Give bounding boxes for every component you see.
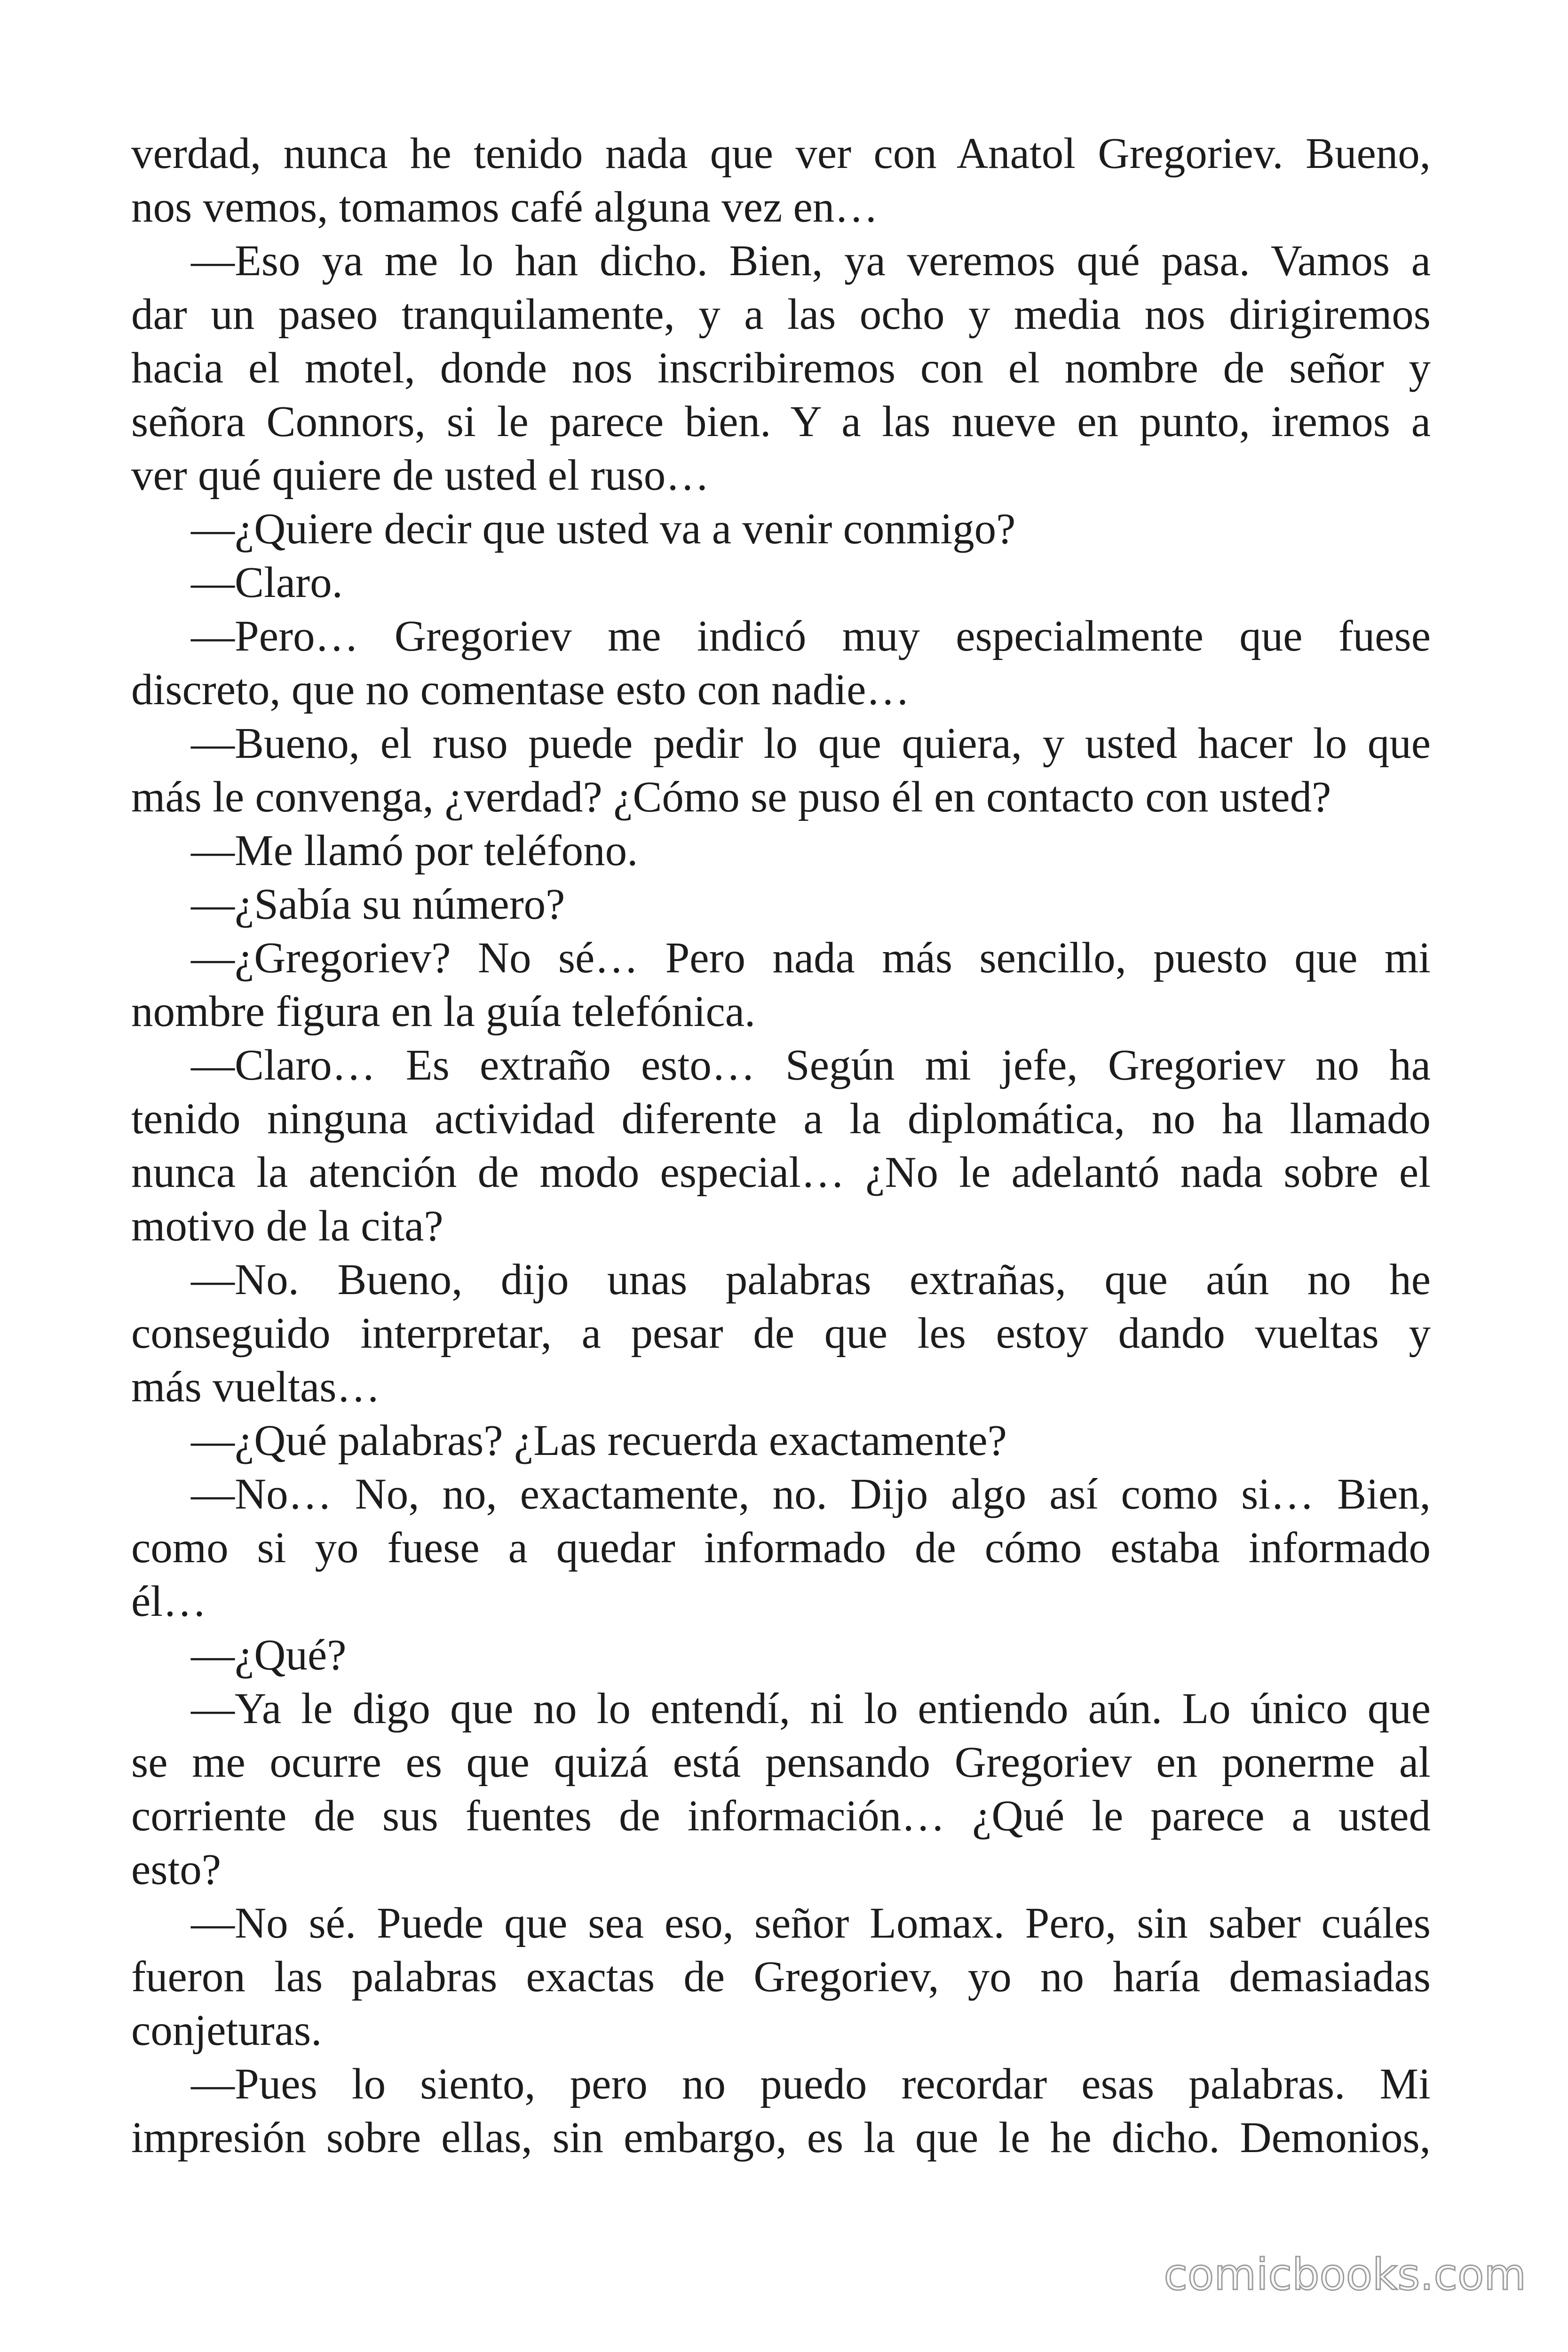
text-line: —No sé. Puede que sea eso, señor Lomax. Pero, sin saber cuáles — [191, 1899, 1431, 1947]
text-line: hacia el motel, donde nos inscribiremos con el nombre de señor y — [131, 344, 1431, 392]
text-line: esto? — [131, 1845, 222, 1894]
text-line: —Pues lo siento, pero no puedo recordar esas palabras. Mi — [191, 2060, 1431, 2108]
text-line: dar un paseo tranquilamente, y a las ocho y media nos dirigiremos — [131, 290, 1431, 339]
text-line: fueron las palabras exactas de Gregoriev, yo no haría demasiadas — [131, 1953, 1431, 2001]
text-line: más le convenga, ¿verdad? ¿Cómo se puso él en contacto con usted? — [131, 773, 1331, 821]
paragraph — [131, 127, 1431, 234]
text-line: impresión sobre ellas, sin embargo, es la que le he dicho. Demonios, — [131, 2114, 1431, 2162]
text-line: —Claro. — [191, 558, 343, 607]
watermark: comicbooks.com — [1164, 2249, 1526, 2300]
paragraph — [131, 1682, 1431, 1897]
text-line: señora Connors, si le parece bien. Y a las nueve en punto, iremos a — [131, 397, 1431, 446]
text-line: —Bueno, el ruso puede pedir lo que quiera, y usted hacer lo que — [191, 719, 1431, 768]
paragraph — [131, 1629, 1431, 1682]
text-line: —¿Qué? — [191, 1631, 347, 1679]
text-line: —Me llamó por teléfono. — [191, 826, 638, 875]
text-line: —No… No, no, exactamente, no. Dijo algo así como si… Bien, — [191, 1470, 1431, 1518]
paragraph — [131, 931, 1431, 1039]
text-line: nombre figura en la guía telefónica. — [131, 987, 756, 1036]
paragraph — [131, 717, 1431, 824]
text-line: motivo de la cita? — [131, 1202, 443, 1250]
text-line: se me ocurre es que quizá está pensando Gregoriev en ponerme al — [131, 1738, 1431, 1787]
paragraph — [131, 1897, 1431, 2058]
paragraph — [131, 1039, 1431, 1253]
paragraph — [131, 1468, 1431, 1629]
paragraph — [131, 234, 1431, 502]
text-line: —¿Quiere decir que usted va a venir conmigo? — [191, 505, 1016, 553]
paragraph — [131, 878, 1431, 931]
paragraph — [131, 1414, 1431, 1468]
paragraph — [131, 610, 1431, 717]
text-line: como si yo fuese a quedar informado de cómo estaba informado — [131, 1524, 1431, 1572]
text-line: tenido ninguna actividad diferente a la diplomática, no ha llamado — [131, 1095, 1431, 1143]
text-line: conseguido interpretar, a pesar de que les estoy dando vueltas y — [131, 1309, 1431, 1358]
text-line: —¿Qué palabras? ¿Las recuerda exactamente? — [191, 1416, 1007, 1465]
paragraph — [131, 824, 1431, 878]
text-line: nunca la atención de modo especial… ¿No le adelantó nada sobre el — [131, 1148, 1431, 1197]
text-line: —Pero… Gregoriev me indicó muy especialmente que fuese — [191, 612, 1431, 660]
paragraph — [131, 556, 1431, 610]
text-line: —No. Bueno, dijo unas palabras extrañas, que aún no he — [191, 1255, 1431, 1304]
text-line: él… — [131, 1577, 207, 1626]
text-line: —Claro… Es extraño esto… Según mi jefe, Gregoriev no ha — [191, 1041, 1431, 1089]
paragraph — [131, 2058, 1431, 2165]
text-line: discreto, que no comentase esto con nadie… — [131, 666, 910, 714]
page-body — [131, 127, 1431, 2165]
paragraph — [131, 502, 1431, 556]
paragraph — [131, 1253, 1431, 1414]
text-line: —Eso ya me lo han dicho. Bien, ya veremos qué pasa. Vamos a — [191, 237, 1431, 285]
text-line: verdad, nunca he tenido nada que ver con Anatol Gregoriev. Bueno, — [131, 129, 1431, 178]
text-line: ver qué quiere de usted el ruso… — [131, 451, 710, 500]
text-line: —¿Gregoriev? No sé… Pero nada más sencillo, puesto que mi — [191, 934, 1431, 982]
text-line: más vueltas… — [131, 1363, 380, 1411]
text-line: nos vemos, tomamos café alguna vez en… — [131, 183, 879, 231]
text-line: —Ya le digo que no lo entendí, ni lo entiendo aún. Lo único que — [191, 1685, 1431, 1733]
text-line: conjeturas. — [131, 2006, 322, 2055]
text-line: —¿Sabía su número? — [191, 880, 565, 929]
text-line: corriente de sus fuentes de información… ¿Qué le parece a usted — [131, 1792, 1431, 1840]
